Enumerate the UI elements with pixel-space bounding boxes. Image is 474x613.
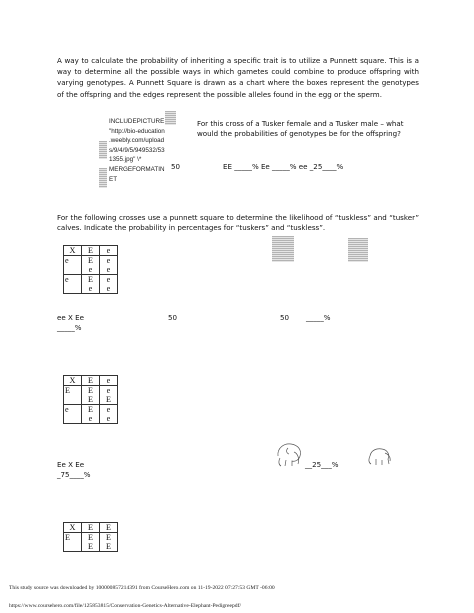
blurred-image-fragment xyxy=(348,238,368,262)
square-cell: e xyxy=(100,376,118,386)
square-cell: E E xyxy=(100,533,118,552)
square-cell: e e xyxy=(100,275,118,294)
square-cell: X xyxy=(64,246,82,256)
square-cell: E e xyxy=(82,405,100,424)
square-cell: e xyxy=(64,256,82,275)
square-cell: E xyxy=(82,523,100,533)
square-cell: E e xyxy=(82,275,100,294)
square-cell: e xyxy=(100,246,118,256)
table-row xyxy=(64,405,118,424)
punnett-square-1 xyxy=(63,245,118,294)
cross-label: ee X Ee xyxy=(57,313,84,322)
question-left-number: 50 xyxy=(171,162,181,171)
square-cell: e E xyxy=(100,386,118,405)
instructions-paragraph: For the following crosses use a punnett square to determine the likelihood of “tuskless” and “tusker” calves. Indicate the probability in percentages for “tuskers” and “tuskless”. xyxy=(57,213,419,233)
square-cell: E xyxy=(64,533,82,552)
square-cell: e xyxy=(64,275,82,294)
square-cell: X xyxy=(64,523,82,533)
blurred-image-fragment xyxy=(99,141,107,159)
square-cell: E xyxy=(64,386,82,405)
footer-download-notice: This study source was downloaded by 100000857214391 from CourseHero.com on 11-19-2022 07:27:53 GMT -06:00 xyxy=(9,585,275,591)
square-cell: E E xyxy=(82,533,100,552)
table-row xyxy=(64,386,118,405)
blurred-image-fragment xyxy=(272,236,294,262)
intro-paragraph: A way to calculate the probability of inheriting a specific trait is to utilize a Punnett square. This is a way to determine all the possible ways in which gametes could combine to produce offspring with varying genotypes. A Punnett Square is drawn as a chart where the boxes represent the genotypes of the offspring and the edges represent the possible alleles found in the egg or the sperm. xyxy=(57,56,419,99)
square-cell: E E xyxy=(82,386,100,405)
question-text: For this cross of a Tusker female and a Tusker male – what would the probabilities of genotypes be for the offspring? xyxy=(197,119,404,138)
cross-answer: _____% xyxy=(57,323,82,332)
punnett-square-2 xyxy=(63,375,118,424)
square-cell: E e xyxy=(82,256,100,275)
table-row xyxy=(64,533,118,552)
cross-answer: _75____% xyxy=(57,470,91,479)
cross-blank: _____% xyxy=(306,313,331,322)
cross-number: 50 xyxy=(280,313,290,322)
footer-source-url[interactable]: https://www.coursehero.com/file/125853815/Conservation-Genetics-Alternative-Elephant-Pedigreepdf/ xyxy=(9,603,242,609)
table-row xyxy=(64,256,118,275)
square-cell: e xyxy=(64,405,82,424)
square-cell: E xyxy=(82,246,100,256)
square-cell: E xyxy=(100,523,118,533)
image-field-code: INCLUDEPICTURE "http://bio-education .weebly.com/upload s/9/4/9/5/949532/53 1355.jpg" \* MERGEFORMATIN ET xyxy=(109,118,165,183)
genotype-answer-line: EE _____% Ee _____% ee _25____% xyxy=(223,162,344,171)
cross-label: Ee X Ee xyxy=(57,460,85,469)
cross-right-answer: __25___% xyxy=(305,460,339,469)
table-row xyxy=(64,523,118,533)
elephant-sketch-icon xyxy=(367,444,393,468)
table-row xyxy=(64,376,118,386)
cross-number: 50 xyxy=(168,313,178,322)
table-row xyxy=(64,246,118,256)
table-row xyxy=(64,275,118,294)
square-cell: E xyxy=(82,376,100,386)
blurred-image-fragment xyxy=(99,168,107,188)
square-cell: e e xyxy=(100,256,118,275)
square-cell: e e xyxy=(100,405,118,424)
punnett-square-3 xyxy=(63,522,118,552)
square-cell: X xyxy=(64,376,82,386)
elephant-sketch-icon xyxy=(274,440,306,468)
